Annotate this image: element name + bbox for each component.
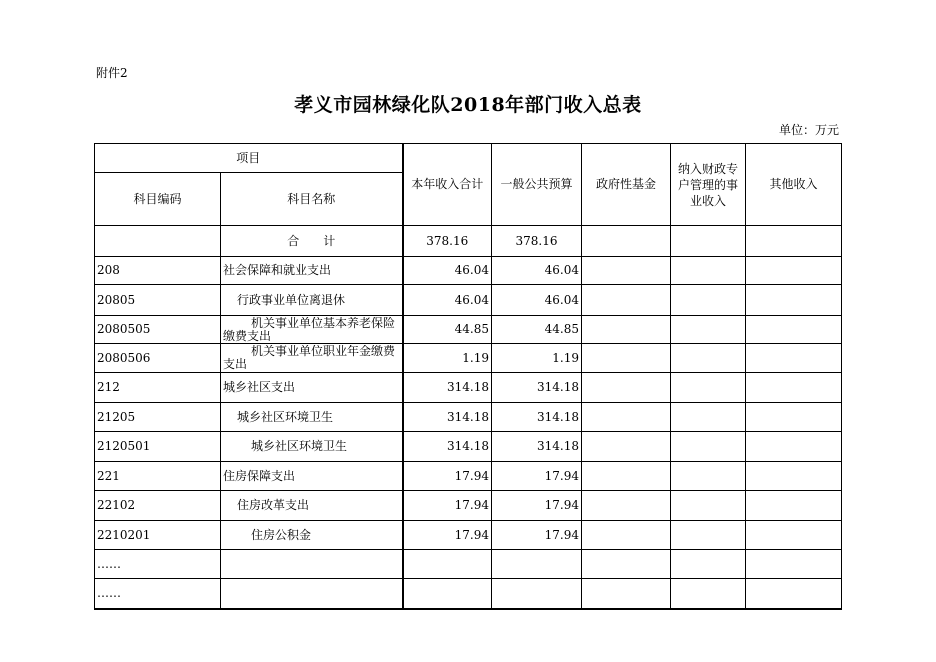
table-row bbox=[95, 373, 842, 403]
row-special-mgmt bbox=[671, 257, 746, 285]
row-code: …… bbox=[95, 550, 221, 579]
table-row bbox=[95, 344, 842, 373]
row-gov-fund bbox=[582, 462, 671, 491]
header-general-budget: 一般公共预算 bbox=[492, 144, 582, 226]
row-gov-fund bbox=[582, 403, 671, 432]
row-name bbox=[221, 579, 403, 610]
row-code: 2120501 bbox=[95, 432, 221, 462]
row-name: 社会保障和就业支出 bbox=[221, 257, 403, 285]
row-total-income: 46.04 bbox=[403, 257, 492, 285]
row-general-budget: 314.18 bbox=[492, 403, 582, 432]
table-row bbox=[95, 491, 842, 521]
row-special-mgmt bbox=[671, 403, 746, 432]
row-gov-fund bbox=[582, 373, 671, 403]
table-row bbox=[95, 579, 842, 610]
row-general-budget bbox=[492, 550, 582, 579]
header-item: 项目 bbox=[95, 144, 403, 173]
row-name bbox=[221, 344, 403, 373]
row-total-income: 314.18 bbox=[403, 432, 492, 462]
row-name-text: 机关事业单位职业年金缴费支出 bbox=[223, 345, 396, 371]
row-name: 住房保障支出 bbox=[221, 462, 403, 491]
row-total-income: 17.94 bbox=[403, 491, 492, 521]
header-special-mgmt: 纳入财政专户管理的事业收入 bbox=[671, 144, 746, 226]
row-other-income bbox=[746, 579, 842, 610]
row-general-budget: 44.85 bbox=[492, 316, 582, 344]
page-title: 孝义市园林绿化队2018年部门收入总表 bbox=[294, 94, 642, 116]
total-income-value: 378.16 bbox=[403, 226, 492, 257]
row-name bbox=[221, 316, 403, 344]
row-special-mgmt bbox=[671, 462, 746, 491]
row-general-budget: 1.19 bbox=[492, 344, 582, 373]
row-name bbox=[221, 550, 403, 579]
table-row bbox=[95, 257, 842, 285]
row-other-income bbox=[746, 257, 842, 285]
row-special-mgmt bbox=[671, 579, 746, 610]
row-general-budget: 314.18 bbox=[492, 373, 582, 403]
table-row bbox=[95, 285, 842, 316]
row-total-income bbox=[403, 550, 492, 579]
row-total-income: 1.19 bbox=[403, 344, 492, 373]
total-general-budget-value: 378.16 bbox=[492, 226, 582, 257]
table-row bbox=[95, 432, 842, 462]
row-total-income: 44.85 bbox=[403, 316, 492, 344]
row-code: 212 bbox=[95, 373, 221, 403]
row-name: 城乡社区环境卫生 bbox=[221, 432, 403, 462]
row-total-income bbox=[403, 579, 492, 610]
row-other-income bbox=[746, 462, 842, 491]
header-code: 科目编码 bbox=[95, 173, 221, 226]
row-total-income: 314.18 bbox=[403, 373, 492, 403]
row-special-mgmt bbox=[671, 491, 746, 521]
row-total-income: 17.94 bbox=[403, 521, 492, 550]
row-general-budget: 17.94 bbox=[492, 521, 582, 550]
header-total-income: 本年收入合计 bbox=[403, 144, 492, 226]
row-other-income bbox=[746, 316, 842, 344]
row-code: 2080506 bbox=[95, 344, 221, 373]
table-row bbox=[95, 316, 842, 344]
row-general-budget: 314.18 bbox=[492, 432, 582, 462]
row-other-income bbox=[746, 550, 842, 579]
row-general-budget: 46.04 bbox=[492, 285, 582, 316]
row-name-text: 机关事业单位基本养老保险缴费支出 bbox=[223, 316, 396, 343]
unit-label: 单位：万元 bbox=[778, 123, 839, 137]
row-general-budget bbox=[492, 579, 582, 610]
income-table bbox=[94, 143, 842, 610]
row-general-budget: 46.04 bbox=[492, 257, 582, 285]
row-name: 城乡社区支出 bbox=[221, 373, 403, 403]
table-row bbox=[95, 521, 842, 550]
row-special-mgmt bbox=[671, 316, 746, 344]
total-gov-fund-cell bbox=[582, 226, 671, 257]
row-other-income bbox=[746, 403, 842, 432]
row-code: 2080505 bbox=[95, 316, 221, 344]
row-code: …… bbox=[95, 579, 221, 610]
row-gov-fund bbox=[582, 521, 671, 550]
row-name: 住房改革支出 bbox=[221, 491, 403, 521]
attachment-label: 附件2 bbox=[96, 66, 128, 80]
row-gov-fund bbox=[582, 550, 671, 579]
row-gov-fund bbox=[582, 257, 671, 285]
row-general-budget: 17.94 bbox=[492, 462, 582, 491]
row-special-mgmt bbox=[671, 550, 746, 579]
row-name: 住房公积金 bbox=[221, 521, 403, 550]
row-general-budget: 17.94 bbox=[492, 491, 582, 521]
table-row bbox=[95, 403, 842, 432]
row-gov-fund bbox=[582, 344, 671, 373]
row-other-income bbox=[746, 285, 842, 316]
row-gov-fund bbox=[582, 285, 671, 316]
header-gov-fund: 政府性基金 bbox=[582, 144, 671, 226]
row-other-income bbox=[746, 373, 842, 403]
row-total-income: 46.04 bbox=[403, 285, 492, 316]
total-code-cell bbox=[95, 226, 221, 257]
row-gov-fund bbox=[582, 491, 671, 521]
row-code: 221 bbox=[95, 462, 221, 491]
row-special-mgmt bbox=[671, 521, 746, 550]
row-name: 城乡社区环境卫生 bbox=[221, 403, 403, 432]
row-total-income: 314.18 bbox=[403, 403, 492, 432]
row-gov-fund bbox=[582, 316, 671, 344]
row-code: 21205 bbox=[95, 403, 221, 432]
table-row bbox=[95, 462, 842, 491]
row-other-income bbox=[746, 521, 842, 550]
row-special-mgmt bbox=[671, 285, 746, 316]
row-special-mgmt bbox=[671, 344, 746, 373]
row-other-income bbox=[746, 491, 842, 521]
header-other-income: 其他收入 bbox=[746, 144, 842, 226]
row-special-mgmt bbox=[671, 432, 746, 462]
row-code: 20805 bbox=[95, 285, 221, 316]
table-row bbox=[95, 550, 842, 579]
row-other-income bbox=[746, 432, 842, 462]
row-name: 行政事业单位离退休 bbox=[221, 285, 403, 316]
row-gov-fund bbox=[582, 579, 671, 610]
total-label: 合 计 bbox=[221, 226, 403, 257]
row-code: 208 bbox=[95, 257, 221, 285]
row-code: 22102 bbox=[95, 491, 221, 521]
row-code: 2210201 bbox=[95, 521, 221, 550]
row-other-income bbox=[746, 344, 842, 373]
row-special-mgmt bbox=[671, 373, 746, 403]
row-total-income: 17.94 bbox=[403, 462, 492, 491]
header-name: 科目名称 bbox=[221, 173, 403, 226]
total-other-income-cell bbox=[746, 226, 842, 257]
row-gov-fund bbox=[582, 432, 671, 462]
total-special-mgmt-cell bbox=[671, 226, 746, 257]
